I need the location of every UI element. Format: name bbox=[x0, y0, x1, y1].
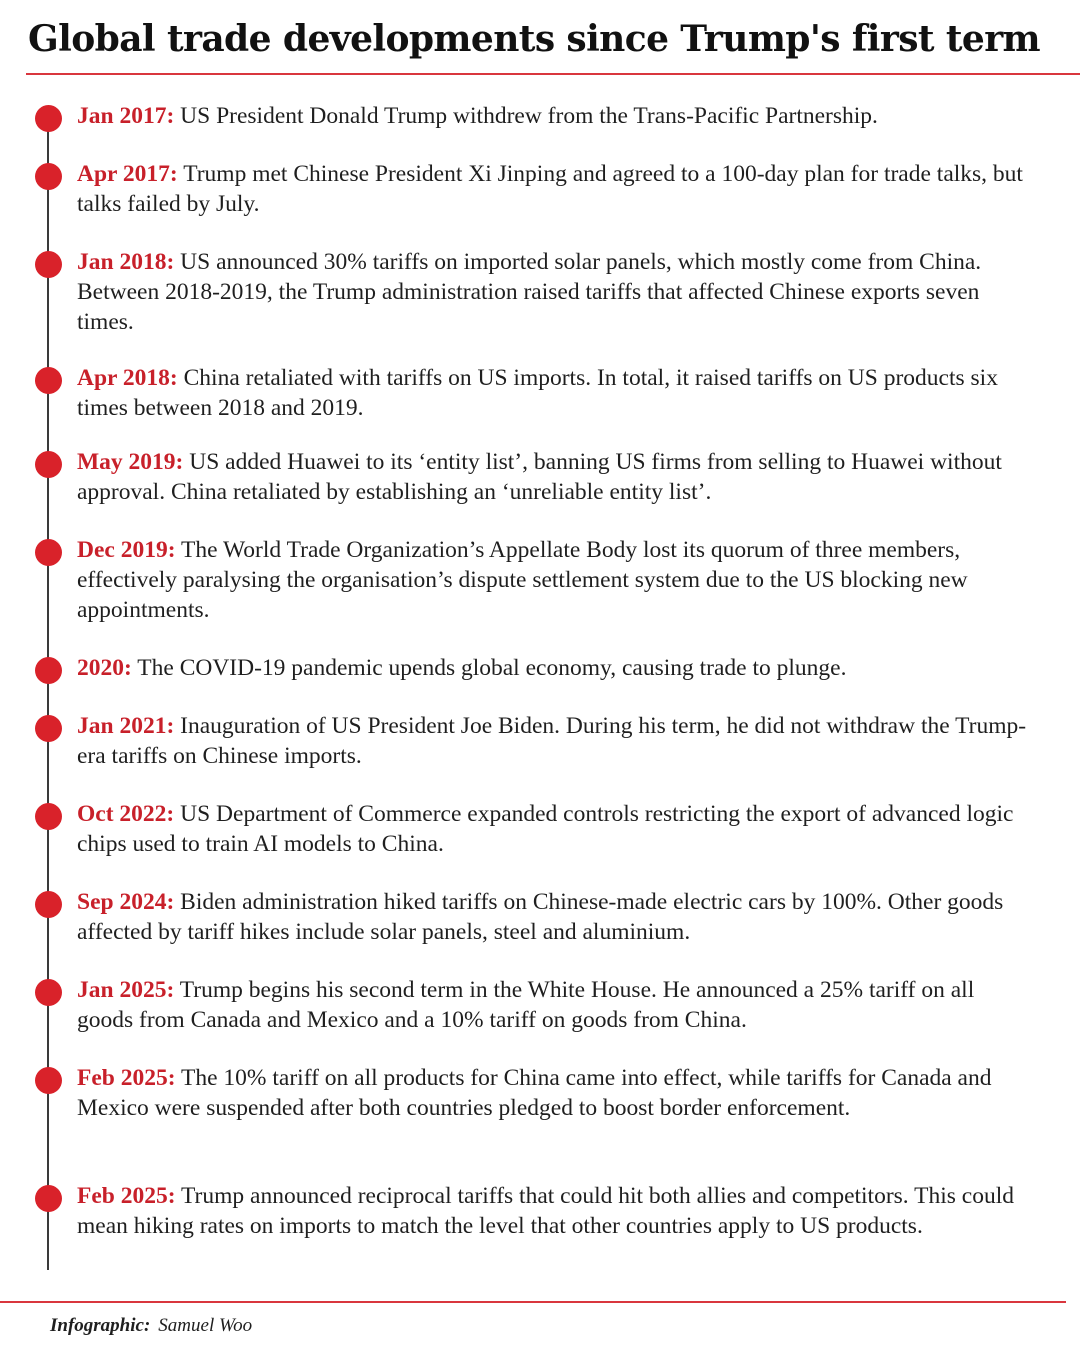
event-date: Sep 2024: bbox=[77, 889, 175, 915]
event-text bbox=[77, 975, 1027, 1035]
event-date: Oct 2022: bbox=[77, 801, 175, 827]
credit-label: Infographic: bbox=[50, 1315, 151, 1336]
timeline-dot bbox=[35, 1185, 62, 1212]
event-text bbox=[77, 887, 1027, 947]
footer-divider bbox=[0, 1301, 1066, 1303]
timeline-dot bbox=[35, 1067, 62, 1094]
event-text bbox=[77, 363, 1027, 423]
event-date: Feb 2025: bbox=[77, 1183, 176, 1209]
event-text bbox=[77, 1181, 1027, 1241]
timeline-line bbox=[47, 116, 49, 1270]
event-text bbox=[77, 247, 1027, 337]
timeline-dot bbox=[35, 891, 62, 918]
page-title: Global trade developments since Trump's first term bbox=[28, 18, 1041, 60]
event-date: Jan 2017: bbox=[77, 103, 175, 129]
event-description: US President Donald Trump withdrew from the Trans-Pacific Partnership. bbox=[174, 103, 878, 129]
event-description: Trump begins his second term in the White House. He announced a 25% tariff on all goods from Canada and Mexico and a 10% tariff on goods from China. bbox=[77, 977, 975, 1033]
timeline-dot bbox=[35, 163, 62, 190]
event-text bbox=[77, 535, 1027, 625]
event-date: Jan 2021: bbox=[77, 713, 175, 739]
event-date: Jan 2018: bbox=[77, 249, 175, 275]
event-text bbox=[77, 159, 1027, 219]
timeline-dot bbox=[35, 979, 62, 1006]
event-text bbox=[77, 711, 1027, 771]
credit-author: Samuel Woo bbox=[158, 1315, 253, 1336]
event-date: 2020: bbox=[77, 655, 132, 681]
timeline-dot bbox=[35, 539, 62, 566]
event-date: Apr 2017: bbox=[77, 161, 178, 187]
event-date: Dec 2019: bbox=[77, 537, 176, 563]
event-description: Trump announced reciprocal tariffs that could hit both allies and competitors. This could mean hiking rates on imports to match the level that other countries apply to US products. bbox=[77, 1183, 1015, 1239]
timeline-dot bbox=[35, 803, 62, 830]
event-description: US added Huawei to its ‘entity list’, banning US firms from selling to Huawei without approval. China retaliated by establishing an ‘unreliable entity list’. bbox=[77, 449, 1002, 505]
timeline-dot bbox=[35, 367, 62, 394]
event-description: Inauguration of US President Joe Biden. During his term, he did not withdraw the Trump-era tariffs on Chinese imports. bbox=[77, 713, 1027, 769]
event-description: The COVID-19 pandemic upends global economy, causing trade to plunge. bbox=[131, 655, 847, 681]
event-description: The 10% tariff on all products for China came into effect, while tariffs for Canada and Mexico were suspended after both countries pledged to boost border enforcement. bbox=[77, 1065, 992, 1121]
event-text bbox=[77, 799, 1027, 859]
event-date: Apr 2018: bbox=[77, 365, 178, 391]
event-description: China retaliated with tariffs on US imports. In total, it raised tariffs on US products six times between 2018 and 2019. bbox=[77, 365, 998, 421]
timeline-dot bbox=[35, 657, 62, 684]
event-description: US announced 30% tariffs on imported solar panels, which mostly come from China. Between 2018-2019, the Trump administration raised tariffs that affected Chinese exports seven times. bbox=[77, 249, 982, 335]
title-divider bbox=[26, 73, 1080, 75]
event-text bbox=[77, 653, 1027, 683]
timeline-dot bbox=[35, 451, 62, 478]
event-description: Biden administration hiked tariffs on Chinese-made electric cars by 100%. Other goods affected by tariff hikes include solar panels, steel and aluminium. bbox=[77, 889, 1004, 945]
timeline-dot bbox=[35, 251, 62, 278]
event-date: Feb 2025: bbox=[77, 1065, 176, 1091]
event-description: The World Trade Organization’s Appellate Body lost its quorum of three members, effectively paralysing the organisation’s dispute settlement system due to the US blocking new appointments. bbox=[77, 537, 968, 623]
event-description: Trump met Chinese President Xi Jinping and agreed to a 100-day plan for trade talks, but talks failed by July. bbox=[77, 161, 1023, 217]
event-text bbox=[77, 447, 1027, 507]
event-text bbox=[77, 1063, 1027, 1123]
timeline-dot bbox=[35, 105, 62, 132]
event-description: US Department of Commerce expanded controls restricting the export of advanced logic chips used to train AI models to China. bbox=[77, 801, 1014, 857]
timeline-dot bbox=[35, 715, 62, 742]
infographic-credit bbox=[50, 1313, 252, 1339]
event-date: May 2019: bbox=[77, 449, 184, 475]
event-text bbox=[77, 101, 1027, 131]
event-date: Jan 2025: bbox=[77, 977, 175, 1003]
